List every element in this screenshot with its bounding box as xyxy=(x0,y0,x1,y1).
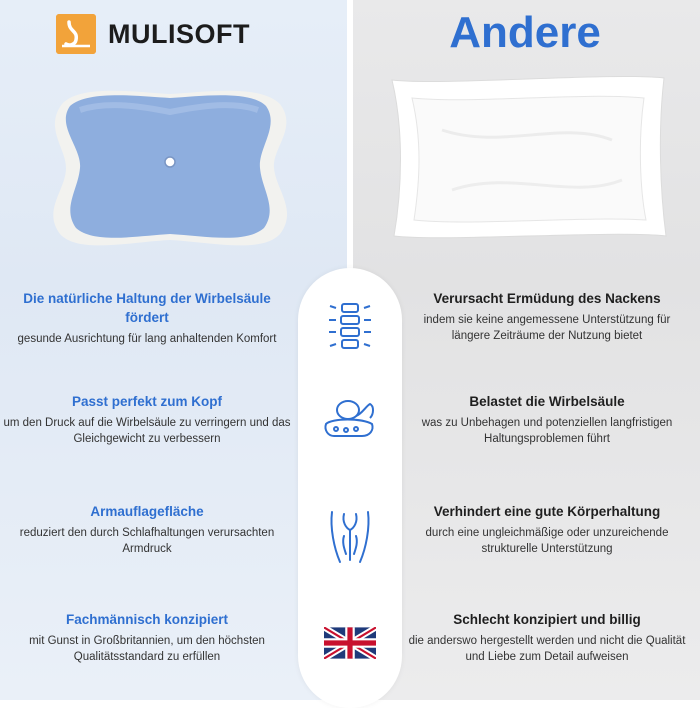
feature-posture xyxy=(2,289,292,347)
feature-description: um den Druck auf die Wirbelsäule zu verringern und das Gleichgewicht zu verbessern xyxy=(3,417,291,445)
feature-title: Fachmännisch konzipiert xyxy=(65,612,229,627)
feature-title: Passt perfekt zum Kopf xyxy=(71,394,223,409)
standard-pillow-image xyxy=(382,70,672,245)
drawback-description: indem sie keine angemessene Unterstützung für längere Zeiträume der Nutzung bietet xyxy=(423,314,671,342)
competitor-title: Andere xyxy=(449,8,601,57)
drawback-title: Belastet die Wirbelsäule xyxy=(469,394,625,409)
drawback-description: durch eine ungleichmäßige oder unzureichende strukturelle Unterstützung xyxy=(425,527,669,555)
drawback-title: Schlecht konzipiert und billig xyxy=(453,612,641,627)
ergonomic-pillow-image xyxy=(40,78,300,258)
back-muscle-icon xyxy=(326,508,374,564)
drawback-description: was zu Unbehagen und potenziellen langfristigen Haltungsproblemen führt xyxy=(421,417,673,445)
feature-arm-rest xyxy=(2,502,292,557)
brand-name: MULISOFT xyxy=(108,18,250,49)
drawback-title: Verursacht Ermüdung des Nackens xyxy=(433,291,661,306)
feature-description: mit Gunst in Großbritannien, um den höchsten Qualitätsstandard zu erfüllen xyxy=(29,635,265,663)
uk-flag-icon xyxy=(324,627,376,659)
head-pillow-icon xyxy=(322,396,378,442)
drawback-quality xyxy=(404,610,690,665)
feature-head-fit xyxy=(2,392,292,447)
feature-title: Die natürliche Haltung der Wirbelsäule fördert xyxy=(23,291,271,325)
feature-description: reduziert den durch Schlafhaltungen verursachten Armdruck xyxy=(19,527,275,555)
drawback-neck xyxy=(404,289,690,344)
logo-mark-icon xyxy=(56,14,96,54)
brand-logo xyxy=(56,14,250,54)
drawback-posture xyxy=(404,502,690,557)
feature-description: gesunde Ausrichtung für lang anhaltenden Komfort xyxy=(17,333,277,345)
feature-design xyxy=(2,610,292,665)
drawback-spine xyxy=(404,392,690,447)
drawback-description: die anderswo hergestellt werden und nicht die Qualität und Liebe zum Detail aufweisen xyxy=(408,635,686,663)
feature-title: Armauflagefläche xyxy=(90,504,204,519)
drawback-title: Verhindert eine gute Körperhaltung xyxy=(433,504,661,519)
spine-icon xyxy=(326,300,374,352)
